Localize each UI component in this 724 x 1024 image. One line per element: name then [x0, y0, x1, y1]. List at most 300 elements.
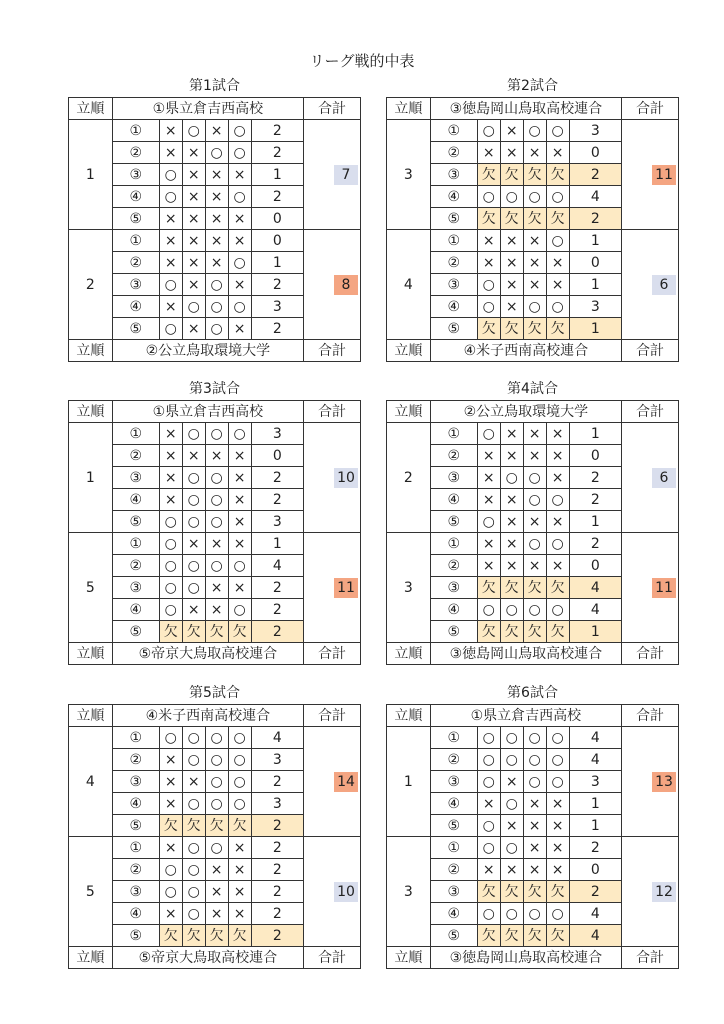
shot-result: × — [500, 555, 523, 577]
shot-result: 欠 — [477, 164, 500, 186]
bottom-team-name: ②公立鳥取環境大学 — [112, 340, 303, 362]
shot-result: × — [182, 771, 205, 793]
shot-result: × — [205, 208, 228, 230]
shot-result: × — [500, 274, 523, 296]
shot-result: × — [182, 274, 205, 296]
shot-result: ○ — [523, 186, 546, 208]
shot-result: × — [205, 186, 228, 208]
team-total-cell — [304, 423, 361, 533]
shot-result: 欠 — [182, 815, 205, 837]
shot-result: × — [228, 230, 251, 252]
shot-result: × — [205, 230, 228, 252]
archer-number: ③ — [112, 164, 159, 186]
shot-result: 欠 — [546, 881, 569, 903]
total-header: 合計 — [304, 705, 361, 727]
archer-number: ③ — [112, 467, 159, 489]
shot-result: × — [500, 142, 523, 164]
shot-result: 欠 — [159, 815, 182, 837]
shot-result: × — [546, 837, 569, 859]
match-title: 第6試合 — [507, 685, 558, 701]
archer-hits: 0 — [569, 859, 621, 881]
shot-result: ○ — [228, 599, 251, 621]
shot-result: 欠 — [523, 208, 546, 230]
shot-result: × — [546, 274, 569, 296]
shot-result: ○ — [205, 318, 228, 340]
team-total-cell — [622, 837, 679, 947]
shot-result: ○ — [546, 230, 569, 252]
shot-result: ○ — [546, 489, 569, 511]
shot-result: ○ — [477, 511, 500, 533]
shooting-order: 1 — [69, 423, 113, 533]
archer-hits: 2 — [251, 599, 303, 621]
bottom-team-name: ⑤帝京大鳥取高校連合 — [112, 947, 303, 969]
shot-result: 欠 — [500, 577, 523, 599]
team-total-cell — [304, 533, 361, 643]
shot-result: × — [500, 445, 523, 467]
shot-result: ○ — [159, 555, 182, 577]
team-total-badge: 11 — [652, 165, 676, 185]
score-table — [386, 400, 679, 665]
shot-result: ○ — [182, 555, 205, 577]
shot-result: ○ — [159, 318, 182, 340]
archer-hits: 2 — [251, 925, 304, 947]
shot-result: 欠 — [228, 925, 251, 947]
archer-number: ③ — [112, 577, 159, 599]
archer-hits: 3 — [251, 423, 303, 445]
shot-result: × — [477, 793, 500, 815]
team-total-badge: 11 — [652, 578, 676, 598]
match-title: 第5試合 — [189, 685, 240, 701]
shot-result: × — [228, 577, 251, 599]
total-footer: 合計 — [304, 947, 361, 969]
shot-result: ○ — [500, 727, 523, 749]
bottom-team-name: ③徳島岡山鳥取高校連合 — [430, 643, 621, 665]
archer-number: ① — [430, 423, 477, 445]
order-header: 立順 — [387, 705, 431, 727]
shot-result: ○ — [205, 423, 228, 445]
shot-result: × — [228, 467, 251, 489]
archer-number: ② — [112, 859, 159, 881]
shot-result: 欠 — [500, 208, 523, 230]
shot-result: 欠 — [477, 881, 500, 903]
shot-result: 欠 — [159, 925, 182, 947]
archer-hits: 0 — [569, 142, 621, 164]
archer-hits: 1 — [569, 230, 621, 252]
shot-result: ○ — [182, 881, 205, 903]
archer-number: ③ — [430, 467, 477, 489]
shot-result: ○ — [205, 793, 228, 815]
shot-result: × — [546, 793, 569, 815]
shot-result: × — [205, 252, 228, 274]
archer-number: ④ — [430, 793, 477, 815]
archer-hits: 2 — [569, 533, 622, 555]
shot-result: × — [477, 489, 500, 511]
shot-result: ○ — [159, 727, 182, 749]
shot-result: × — [182, 318, 205, 340]
team-total-cell — [622, 120, 679, 230]
shot-result: ○ — [477, 815, 500, 837]
archer-hits: 1 — [569, 423, 622, 445]
shot-result: × — [205, 120, 228, 142]
total-header: 合計 — [622, 401, 679, 423]
shot-result: ○ — [205, 837, 228, 859]
page-title: リーグ戦的中表 — [309, 52, 415, 70]
archer-hits: 1 — [569, 815, 621, 837]
archer-number: ① — [112, 423, 159, 445]
top-team-name: ①県立倉吉西高校 — [112, 401, 303, 423]
shot-result: ○ — [182, 423, 205, 445]
shot-result: × — [228, 274, 251, 296]
shot-result: ○ — [159, 186, 182, 208]
shot-result: ○ — [205, 142, 228, 164]
shot-result: ○ — [228, 793, 251, 815]
shot-result: ○ — [523, 120, 546, 142]
shot-result: × — [159, 252, 182, 274]
shot-result: × — [205, 599, 228, 621]
shot-result: × — [546, 142, 569, 164]
archer-number: ③ — [112, 274, 159, 296]
shot-result: × — [182, 252, 205, 274]
shot-result: ○ — [182, 837, 205, 859]
shot-result: × — [500, 252, 523, 274]
match-1 — [68, 75, 361, 362]
top-team-name: ③徳島岡山鳥取高校連合 — [430, 98, 621, 120]
archer-hits: 2 — [251, 120, 303, 142]
shot-result: × — [205, 903, 228, 925]
team-total-badge: 8 — [334, 275, 358, 295]
shot-result: ○ — [228, 186, 251, 208]
archer-hits: 2 — [251, 274, 303, 296]
match-3 — [68, 378, 361, 665]
shot-result: × — [205, 881, 228, 903]
archer-number: ⑤ — [430, 208, 477, 230]
shot-result: ○ — [182, 727, 205, 749]
archer-row — [69, 837, 361, 859]
bottom-team-name: ③徳島岡山鳥取高校連合 — [430, 947, 621, 969]
archer-hits: 2 — [569, 837, 621, 859]
shot-result: × — [182, 599, 205, 621]
archer-hits: 2 — [251, 903, 304, 925]
shot-result: × — [182, 208, 205, 230]
archer-hits: 1 — [251, 164, 303, 186]
team-total-badge: 10 — [334, 882, 358, 902]
order-footer: 立順 — [69, 947, 113, 969]
total-header: 合計 — [622, 98, 679, 120]
archer-hits: 2 — [251, 771, 304, 793]
shot-result: 欠 — [500, 881, 523, 903]
shot-result: × — [182, 164, 205, 186]
archer-hits: 2 — [569, 467, 622, 489]
shot-result: × — [546, 423, 569, 445]
shot-result: × — [159, 771, 182, 793]
shooting-order: 1 — [69, 120, 113, 230]
shot-result: × — [477, 555, 500, 577]
archer-hits: 2 — [569, 208, 621, 230]
archer-row — [387, 837, 679, 859]
total-header: 合計 — [304, 98, 361, 120]
shot-result: ○ — [546, 186, 569, 208]
shot-result: ○ — [477, 120, 500, 142]
shot-result: × — [159, 467, 182, 489]
shot-result: × — [228, 489, 251, 511]
archer-hits: 2 — [251, 467, 303, 489]
shot-result: ○ — [205, 467, 228, 489]
shot-result: × — [546, 859, 569, 881]
shot-result: × — [159, 489, 182, 511]
team-total-cell — [622, 423, 679, 533]
archer-number: ② — [430, 142, 477, 164]
total-footer: 合計 — [622, 947, 679, 969]
archer-hits: 2 — [251, 142, 303, 164]
total-footer: 合計 — [622, 340, 679, 362]
archer-hits: 2 — [251, 577, 303, 599]
shot-result: 欠 — [523, 164, 546, 186]
match-4 — [386, 378, 679, 665]
shot-result: × — [523, 859, 546, 881]
archer-number: ③ — [430, 577, 477, 599]
shot-result: ○ — [477, 423, 500, 445]
archer-number: ③ — [430, 164, 477, 186]
shot-result: 欠 — [523, 925, 546, 947]
archer-number: ② — [112, 555, 159, 577]
team-total-badge: 6 — [652, 275, 676, 295]
shot-result: 欠 — [228, 621, 251, 643]
archer-number: ④ — [112, 296, 159, 318]
bottom-team-name: ⑤帝京大鳥取高校連合 — [112, 643, 303, 665]
archer-row — [387, 423, 679, 445]
shot-result: ○ — [182, 749, 205, 771]
shot-result: 欠 — [500, 925, 523, 947]
archer-number: ④ — [112, 793, 159, 815]
shot-result: ○ — [228, 120, 251, 142]
archer-hits: 0 — [569, 555, 622, 577]
team-total-badge: 6 — [652, 468, 676, 488]
archer-number: ④ — [430, 599, 477, 621]
shot-result: × — [500, 771, 523, 793]
team-total-badge: 7 — [334, 165, 358, 185]
archer-number: ③ — [430, 274, 477, 296]
archer-hits: 0 — [569, 252, 621, 274]
archer-hits: 2 — [251, 837, 304, 859]
shot-result: ○ — [500, 599, 523, 621]
archer-hits: 0 — [251, 230, 303, 252]
shot-result: ○ — [546, 120, 569, 142]
shot-result: 欠 — [205, 815, 228, 837]
shot-result: × — [182, 533, 205, 555]
archer-hits: 0 — [251, 208, 303, 230]
shot-result: × — [500, 296, 523, 318]
shot-result: × — [546, 445, 569, 467]
shot-result: ○ — [182, 467, 205, 489]
archer-hits: 0 — [251, 445, 303, 467]
shot-result: × — [546, 555, 569, 577]
shot-result: ○ — [546, 749, 569, 771]
shot-result: × — [546, 467, 569, 489]
archer-row — [69, 727, 361, 749]
archer-number: ① — [430, 120, 477, 142]
shot-result: ○ — [500, 837, 523, 859]
archer-number: ② — [430, 445, 477, 467]
shot-result: ○ — [477, 296, 500, 318]
shot-result: × — [228, 511, 251, 533]
shot-result: ○ — [205, 555, 228, 577]
shot-result: ○ — [182, 489, 205, 511]
archer-number: ① — [112, 230, 159, 252]
shot-result: 欠 — [182, 925, 205, 947]
archer-hits: 4 — [251, 555, 303, 577]
shot-result: × — [523, 445, 546, 467]
shot-result: × — [228, 208, 251, 230]
shot-result: ○ — [523, 296, 546, 318]
shot-result: × — [477, 252, 500, 274]
archer-number: ① — [112, 727, 159, 749]
shot-result: 欠 — [546, 621, 569, 643]
shot-result: × — [477, 230, 500, 252]
shot-result: × — [205, 577, 228, 599]
archer-number: ① — [430, 837, 477, 859]
shot-result: × — [159, 837, 182, 859]
order-footer: 立順 — [387, 643, 431, 665]
shot-result: × — [159, 142, 182, 164]
archer-hits: 3 — [569, 120, 621, 142]
archer-hits: 2 — [251, 318, 303, 340]
shot-result: × — [523, 230, 546, 252]
shot-result: × — [205, 533, 228, 555]
shot-result: × — [228, 533, 251, 555]
shot-result: ○ — [182, 511, 205, 533]
top-team-name: ②公立鳥取環境大学 — [430, 401, 621, 423]
shot-result: × — [205, 445, 228, 467]
team-total-badge: 14 — [334, 772, 358, 792]
shot-result: 欠 — [546, 318, 569, 340]
shot-result: × — [159, 445, 182, 467]
shot-result: ○ — [523, 533, 546, 555]
shot-result: × — [159, 793, 182, 815]
order-footer: 立順 — [69, 643, 113, 665]
archer-number: ③ — [430, 881, 477, 903]
shot-result: × — [182, 186, 205, 208]
archer-hits: 4 — [569, 727, 621, 749]
archer-number: ④ — [112, 599, 159, 621]
shooting-order: 3 — [387, 533, 431, 643]
shot-result: ○ — [500, 749, 523, 771]
shot-result: ○ — [159, 164, 182, 186]
shot-result: × — [477, 859, 500, 881]
archer-number: ⑤ — [112, 815, 159, 837]
shot-result: ○ — [159, 274, 182, 296]
shot-result: × — [228, 318, 251, 340]
archer-hits: 4 — [569, 903, 621, 925]
archer-hits: 4 — [569, 577, 622, 599]
shot-result: ○ — [523, 771, 546, 793]
archer-hits: 3 — [251, 793, 304, 815]
archer-number: ⑤ — [430, 815, 477, 837]
shot-result: × — [500, 230, 523, 252]
shooting-order: 3 — [387, 120, 431, 230]
shot-result: × — [546, 511, 569, 533]
shot-result: × — [205, 859, 228, 881]
team-total-cell — [622, 230, 679, 340]
shot-result: 欠 — [523, 881, 546, 903]
archer-hits: 2 — [251, 881, 304, 903]
shot-result: ○ — [159, 859, 182, 881]
shot-result: × — [159, 749, 182, 771]
archer-hits: 1 — [569, 511, 622, 533]
shooting-order: 2 — [387, 423, 431, 533]
archer-number: ⑤ — [112, 621, 159, 643]
archer-number: ① — [112, 120, 159, 142]
shooting-order: 5 — [69, 533, 113, 643]
archer-hits: 2 — [251, 621, 303, 643]
shot-result: 欠 — [228, 815, 251, 837]
archer-row — [387, 533, 679, 555]
shot-result: ○ — [228, 296, 251, 318]
match-title: 第4試合 — [507, 381, 558, 397]
archer-hits: 2 — [251, 186, 303, 208]
score-table — [68, 97, 361, 362]
archer-number: ③ — [112, 771, 159, 793]
archer-hits: 4 — [569, 599, 622, 621]
shot-result: × — [500, 533, 523, 555]
shooting-order: 3 — [387, 837, 431, 947]
top-team-name: ④米子西南高校連合 — [112, 705, 303, 727]
shot-result: 欠 — [500, 164, 523, 186]
shot-result: × — [523, 555, 546, 577]
shot-result: × — [159, 903, 182, 925]
shot-result: ○ — [205, 771, 228, 793]
archer-number: ④ — [430, 186, 477, 208]
match-title: 第2試合 — [507, 78, 558, 94]
match-title: 第3試合 — [189, 381, 240, 397]
shot-result: 欠 — [477, 925, 500, 947]
shot-result: 欠 — [500, 621, 523, 643]
order-footer: 立順 — [387, 340, 431, 362]
shot-result: ○ — [228, 142, 251, 164]
shot-result: × — [205, 164, 228, 186]
archer-hits: 2 — [569, 164, 621, 186]
shot-result: × — [228, 859, 251, 881]
team-total-badge: 10 — [334, 468, 358, 488]
archer-number: ② — [112, 142, 159, 164]
shot-result: × — [477, 445, 500, 467]
shot-result: ○ — [228, 749, 251, 771]
archer-hits: 4 — [569, 186, 621, 208]
shot-result: ○ — [205, 489, 228, 511]
shot-result: × — [523, 837, 546, 859]
shot-result: × — [500, 489, 523, 511]
archer-number: ① — [112, 533, 159, 555]
team-total-badge: 12 — [652, 882, 676, 902]
shot-result: × — [523, 142, 546, 164]
shot-result: 欠 — [205, 621, 228, 643]
archer-number: ⑤ — [112, 511, 159, 533]
order-footer: 立順 — [69, 340, 113, 362]
shot-result: ○ — [523, 467, 546, 489]
archer-row — [69, 423, 361, 445]
shot-result: ○ — [205, 727, 228, 749]
shot-result: × — [228, 164, 251, 186]
shot-result: ○ — [182, 120, 205, 142]
shot-result: × — [523, 423, 546, 445]
total-footer: 合計 — [622, 643, 679, 665]
archer-number: ⑤ — [430, 925, 477, 947]
shot-result: ○ — [546, 727, 569, 749]
archer-hits: 3 — [569, 771, 621, 793]
shot-result: × — [159, 120, 182, 142]
total-header: 合計 — [304, 401, 361, 423]
archer-number: ⑤ — [430, 621, 477, 643]
shot-result: ○ — [182, 793, 205, 815]
